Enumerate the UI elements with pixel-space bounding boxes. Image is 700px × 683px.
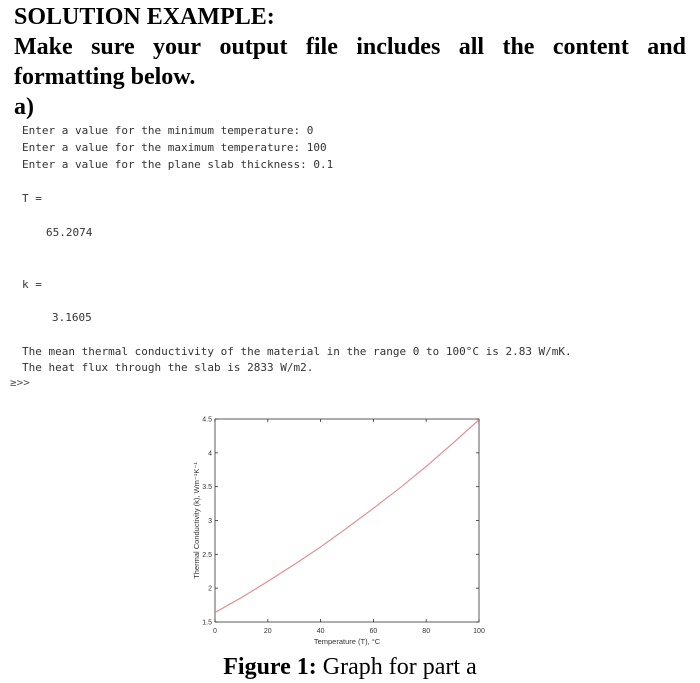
instruction-word: sure xyxy=(91,34,135,60)
y-tick-label: 4.5 xyxy=(202,416,212,424)
x-tick-label: 40 xyxy=(316,628,325,635)
instruction-word: Make xyxy=(14,34,73,60)
console-input-1: Enter a value for the minimum temperature: 0 xyxy=(22,124,314,137)
y-tick-label: 3.5 xyxy=(202,484,212,492)
instruction-word: the xyxy=(502,34,535,60)
page-title: SOLUTION EXAMPLE: xyxy=(14,4,275,30)
caption-label: Figure 1: xyxy=(223,654,317,680)
y-tick-label: 2.5 xyxy=(202,551,212,559)
x-tick-label: 0 xyxy=(213,628,217,635)
instruction-word: your xyxy=(153,34,202,60)
instruction-word: and xyxy=(647,34,686,60)
console-input-2: Enter a value for the maximum temperature: 100 xyxy=(22,141,327,154)
instruction-word: includes xyxy=(356,34,441,60)
instruction-word: content xyxy=(552,34,629,60)
part-label: a) xyxy=(14,94,34,120)
instruction-word: file xyxy=(305,34,338,60)
y-axis-label: Thermal Conductivity (k), Wm⁻¹K⁻¹ xyxy=(192,462,201,579)
console-input-3: Enter a value for the plane slab thickness: 0.1 xyxy=(22,158,334,171)
plot-frame xyxy=(215,419,479,622)
console-result-flux: The heat flux through the slab is 2833 W/m2. xyxy=(22,361,314,374)
y-tick-label: 1.5 xyxy=(202,619,212,627)
instruction-word: output xyxy=(219,34,288,60)
y-tick-label: 3 xyxy=(208,518,212,525)
y-tick-label: 4 xyxy=(208,450,212,458)
console-result-conductivity: The mean thermal conductivity of the material in the range 0 to 100°C is 2.83 W/mK. xyxy=(22,345,572,358)
console-t-label: T = xyxy=(22,192,42,205)
x-tick-label: 80 xyxy=(422,628,431,635)
console-k-label: k = xyxy=(22,278,42,291)
console-k-value: 3.1605 xyxy=(52,311,92,324)
instruction-line-2: formatting below. xyxy=(14,64,196,90)
instruction-word: all xyxy=(458,34,485,60)
y-tick-label: 2 xyxy=(208,585,212,593)
caption-text: Graph for part a xyxy=(316,654,477,680)
figure-caption xyxy=(0,652,700,682)
x-tick-label: 100 xyxy=(473,628,485,635)
console-prompt: ≥>> xyxy=(10,376,30,389)
x-tick-label: 60 xyxy=(369,628,378,635)
console-t-value: 65.2074 xyxy=(46,226,93,239)
x-axis-label: Temperature (T), °C xyxy=(313,637,381,646)
x-tick-label: 20 xyxy=(263,628,272,635)
